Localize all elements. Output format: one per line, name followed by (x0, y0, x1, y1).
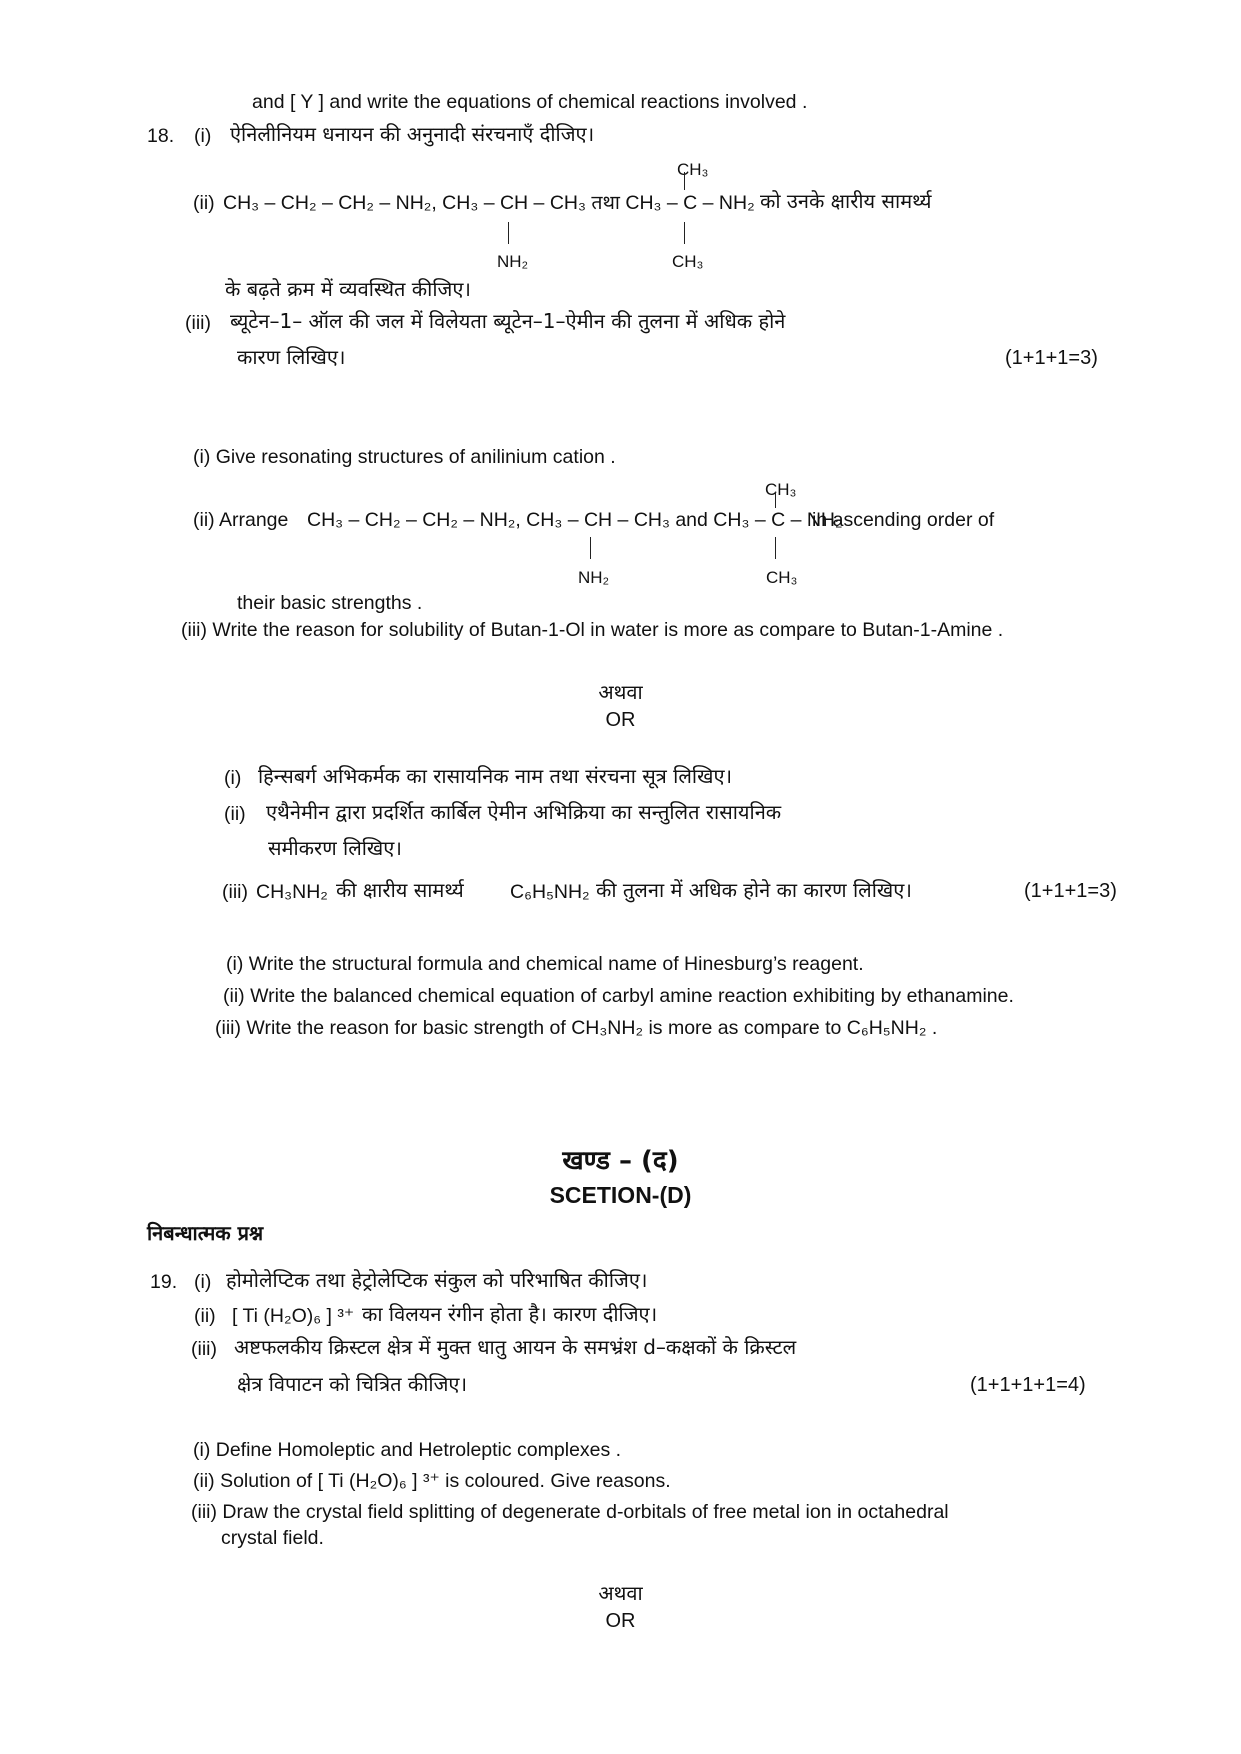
or-hindi-1: अथवा (598, 680, 643, 704)
q18-en-bond-line-2 (775, 537, 776, 559)
q18-en-bond-line-1 (590, 537, 591, 559)
q18-en-iii-text: (iii) Write the reason for solubility of Butan-1-Ol in water is more as compare to Butan-1-Amine . (181, 619, 1004, 641)
q18-hi-i-text: ऐनिलीनियम धनायन की अनुनादी संरचनाएँ दीजिए। (230, 122, 595, 146)
q18-en-struct-nh2: NH₂ (578, 568, 610, 587)
q18-hi-bond-line-3 (684, 172, 685, 190)
q19-hi-i-text: होमोलेप्टिक तथा हेट्रोलेप्टिक संकुल को परिभाषित कीजिए। (226, 1268, 648, 1292)
q18or-hi-i-text: हिन्सबर्ग अभिकर्मक का रासायनिक नाम तथा संरचना सूत्र लिखिए। (258, 764, 733, 788)
q18or-hi-marks: (1+1+1=3) (1024, 880, 1117, 902)
q18-hi-iii-cont: कारण लिखिए। (237, 345, 346, 369)
or-english-2: OR (605, 1610, 636, 1632)
q18-en-ii-cont: their basic strengths . (237, 592, 423, 614)
q18or-hi-iii-text1: की क्षारीय सामर्थ्य (336, 878, 464, 902)
q18or-en-ii-text: (ii) Write the balanced chemical equation of carbyl amine reaction exhibiting by ethanamine. (223, 985, 1014, 1007)
section-subheading: निबन्धात्मक प्रश्न (147, 1221, 264, 1245)
q19-number: 19. (150, 1271, 178, 1293)
q18-hi-ii-cont: के बढ़ते क्रम में व्यवस्थित कीजिए। (225, 277, 472, 301)
q18-hi-struct-nh2: NH₂ (497, 252, 529, 271)
q18or-hi-ii-cont: समीकरण लिखिए। (268, 836, 402, 860)
q18-hi-ii-formula: CH₃ – CH₂ – CH₂ – NH₂, CH₃ – CH – CH₃ तथा CH₃ – C – NH₂ (223, 192, 755, 214)
q18or-hi-iii-num: (iii) (222, 881, 248, 903)
q18-hi-struct-top: CH₃ (677, 160, 709, 179)
q19-hi-iii-cont: क्षेत्र विपाटन को चित्रित कीजिए। (237, 1372, 468, 1396)
q18-hi-iii-text: ब्यूटेन–1– ऑल की जल में विलेयता ब्यूटेन–1–ऐमीन की तुलना में अधिक होने (230, 309, 786, 333)
q18-hi-ii-num: (ii) (193, 192, 215, 214)
q18-hi-ii-text: को उनके क्षारीय सामर्थ्य (760, 189, 932, 213)
q18or-en-iii-text: (iii) Write the reason for basic strength of CH₃NH₂ is more as compare to C₆H₅NH₂ . (215, 1017, 938, 1039)
section-title-english: SCETION-(D) (549, 1182, 692, 1208)
q18-hi-i-num: (i) (194, 125, 212, 147)
q19-hi-ii-formula: [ Ti (H₂O)₆ ] ³⁺ (232, 1305, 355, 1327)
q18-hi-bond-line-1 (508, 222, 509, 244)
q18-hi-struct-bottom: CH₃ (672, 252, 704, 271)
q18-en-bond-line-3 (775, 492, 776, 508)
q18-en-ii-text: in ascending order of (812, 509, 995, 531)
q18-en-ii-formula: CH₃ – CH₂ – CH₂ – NH₂, CH₃ – CH – CH₃ and CH₃ – C – NH₂ (307, 509, 843, 531)
section-title-hindi: खण्ड – (द) (562, 1146, 679, 1176)
q17-continuation: and [ Y ] and write the equations of chemical reactions involved . (252, 91, 808, 113)
q18or-hi-i-num: (i) (224, 767, 242, 789)
q19-hi-iii-num: (iii) (191, 1338, 217, 1360)
q18-hi-bond-line-2 (684, 222, 685, 244)
q19-en-ii-text: (ii) Solution of [ Ti (H₂O)₆ ] ³⁺ is coloured. Give reasons. (193, 1470, 671, 1492)
q19-hi-marks: (1+1+1+1=4) (970, 1374, 1086, 1396)
or-english-1: OR (605, 709, 636, 731)
q18-en-i-text: (i) Give resonating structures of anilinium cation . (193, 446, 616, 468)
q19-hi-ii-num: (ii) (194, 1305, 216, 1327)
q19-hi-iii-text: अष्टफलकीय क्रिस्टल क्षेत्र में मुक्त धातु आयन के समभ्रंश d–कक्षकों के क्रिस्टल (234, 1335, 797, 1359)
q18or-hi-iii-text2: की तुलना में अधिक होने का कारण लिखिए। (596, 878, 912, 902)
q18-number: 18. (147, 125, 175, 147)
q18-en-ii-prefix: (ii) Arrange (193, 509, 289, 531)
q19-en-iii-cont: crystal field. (221, 1527, 324, 1549)
q18or-hi-ii-text: एथैनेमीन द्वारा प्रदर्शित कार्बिल ऐमीन अभिक्रिया का सन्तुलित रासायनिक (266, 800, 782, 824)
q19-hi-i-num: (i) (194, 1271, 212, 1293)
q18or-hi-iii-formula1: CH₃NH₂ (256, 881, 328, 903)
q18or-en-i-text: (i) Write the structural formula and chemical name of Hinesburg’s reagent. (226, 953, 864, 975)
q18or-hi-ii-num: (ii) (224, 803, 246, 825)
q18-en-struct-bottom: CH₃ (766, 568, 798, 587)
q19-en-i-text: (i) Define Homoleptic and Hetroleptic complexes . (193, 1439, 622, 1461)
q18-en-struct-top: CH₃ (765, 480, 797, 499)
q19-hi-ii-text: का विलयन रंगीन होता है। कारण दीजिए। (362, 1302, 658, 1326)
q18-hi-marks: (1+1+1=3) (1005, 347, 1098, 369)
q19-en-iii-text: (iii) Draw the crystal field splitting of degenerate d-orbitals of free metal ion in octahedral (191, 1501, 949, 1523)
q18-hi-iii-num: (iii) (185, 312, 211, 334)
or-hindi-2: अथवा (598, 1581, 643, 1605)
q18or-hi-iii-formula2: C₆H₅NH₂ (510, 881, 590, 903)
